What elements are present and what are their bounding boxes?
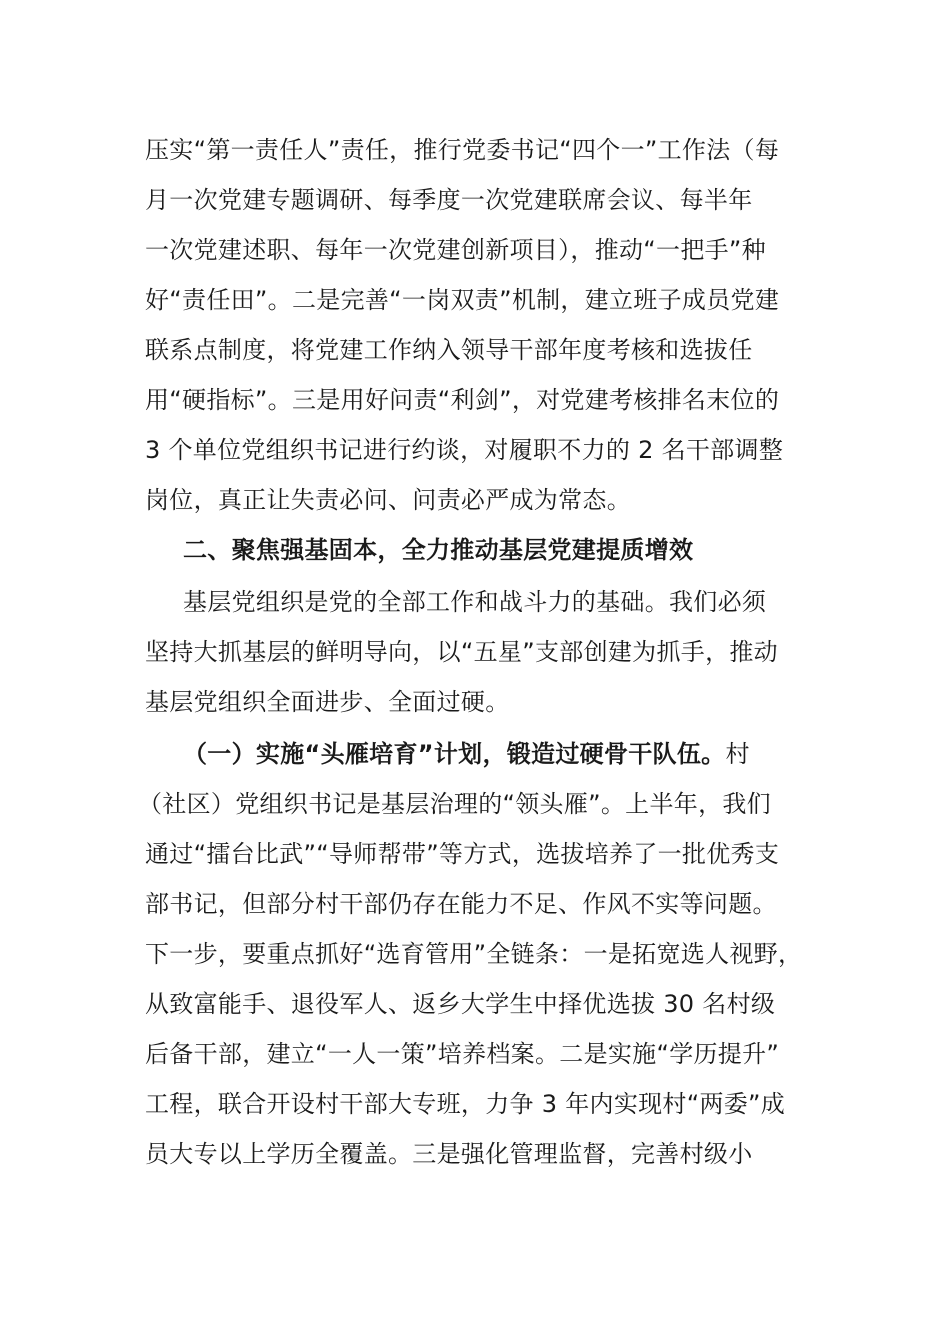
section-heading: 二、聚焦强基固本，全力推动基层党建提质增效 [183, 536, 694, 564]
body-line: 通过“擂台比武”“导师帮带”等方式，选拔培养了一批优秀支 [145, 840, 780, 868]
text-line: 联系点制度，将党建工作纳入领导干部年度考核和选拔任 [145, 336, 753, 364]
body-line: 从致富能手、退役军人、返乡大学生中择优选拔 30 名村级 [145, 990, 776, 1018]
text-line: 3 个单位党组织书记进行约谈，对履职不力的 2 名干部调整 [145, 436, 784, 464]
body-line: 后备干部，建立“一人一策”培养档案。二是实施“学历提升” [145, 1040, 780, 1068]
subsection-heading: （一）实施“头雁培育”计划，锻造过硬骨干队伍。 [183, 740, 726, 768]
body-line: 部书记，但部分村干部仍存在能力不足、作风不实等问题。 [145, 890, 777, 918]
subsection-tail: 村 [725, 740, 750, 768]
body-line: （社区）党组织书记是基层治理的“领头雁”。上半年，我们 [138, 790, 771, 818]
text-line: 一次党建述职、每年一次党建创新项目），推动“一把手”种 [145, 236, 766, 264]
body-line: 下一步，要重点抓好“选育管用”全链条：一是拓宽选人视野， [145, 940, 803, 968]
text-line: 月一次党建专题调研、每季度一次党建联席会议、每半年 [145, 186, 753, 214]
text-line: 岗位，真正让失责必问、问责必严成为常态。 [145, 486, 631, 514]
intro-line: 基层党组织全面进步、全面过硬。 [145, 688, 510, 716]
body-line: 工程，联合开设村干部大专班，力争 3 年内实现村“两委”成 [145, 1090, 786, 1118]
text-line: 用“硬指标”。三是用好问责“利剑”，对党建考核排名末位的 [145, 386, 780, 414]
subsection-line [183, 738, 750, 770]
text-line: 压实“第一责任人”责任，推行党委书记“四个一”工作法（每 [145, 136, 780, 164]
intro-line: 坚持大抓基层的鲜明导向，以“五星”支部创建为抓手，推动 [145, 638, 778, 666]
intro-line: 基层党组织是党的全部工作和战斗力的基础。我们必须 [183, 588, 767, 616]
text-line: 好“责任田”。二是完善“一岗双责”机制，建立班子成员党建 [145, 286, 780, 314]
body-line: 员大专以上学历全覆盖。三是强化管理监督，完善村级小 [145, 1140, 753, 1168]
